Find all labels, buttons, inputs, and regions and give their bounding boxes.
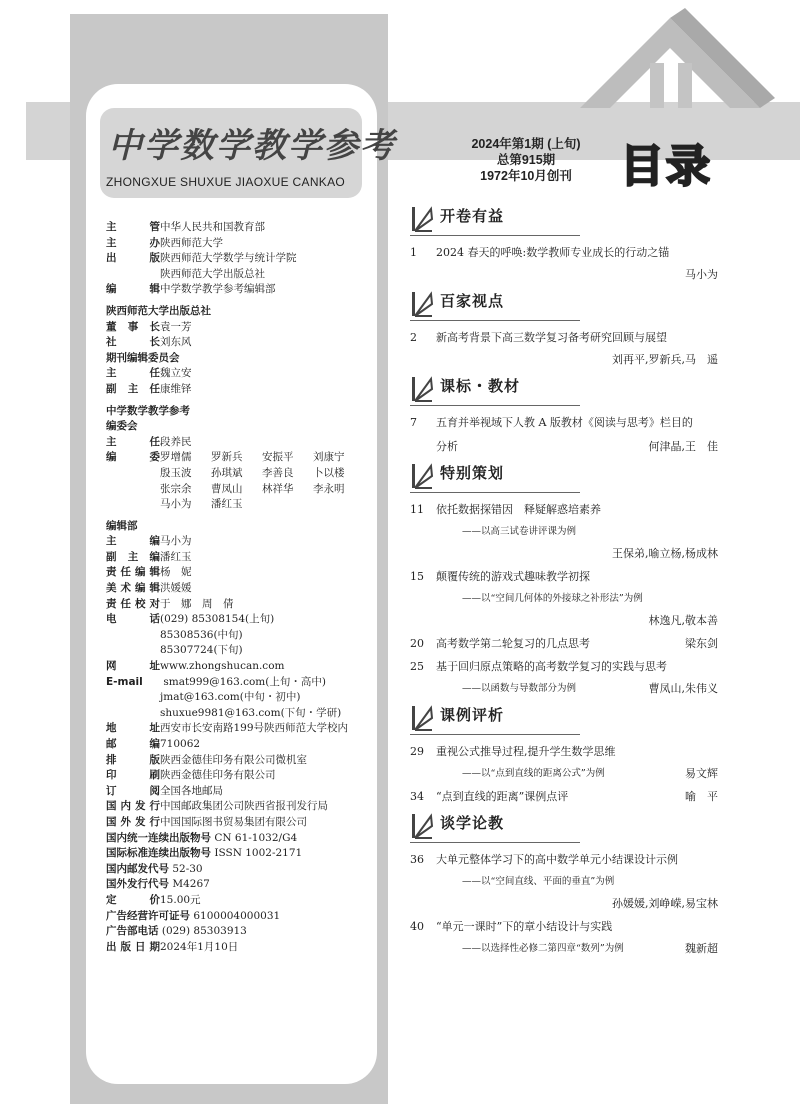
info-row bbox=[106, 659, 376, 675]
info-press-group bbox=[106, 320, 376, 351]
info-value: 袁一芳 bbox=[160, 320, 192, 333]
board-members bbox=[106, 450, 376, 512]
info-row bbox=[106, 877, 376, 893]
board-chair bbox=[106, 435, 376, 451]
page-number: 36 bbox=[410, 853, 424, 866]
toc-entry bbox=[410, 570, 722, 628]
board-subtitle: 编委会 bbox=[106, 420, 138, 433]
section-emblem-icon bbox=[410, 205, 434, 233]
info-value: 西安市长安南路199号陕西师范大学校内 bbox=[160, 722, 349, 735]
toc-entry bbox=[410, 331, 722, 367]
board-row bbox=[106, 466, 376, 482]
entry-title-cont bbox=[410, 440, 722, 454]
board-member: 罗新兵 bbox=[211, 451, 243, 464]
entry-sub-row bbox=[410, 942, 722, 956]
board-member: 安振平 bbox=[262, 451, 294, 464]
info-row bbox=[106, 924, 376, 940]
info-key: 副 主 任 bbox=[106, 382, 160, 395]
info-row bbox=[106, 335, 376, 351]
info-committee-group bbox=[106, 366, 376, 397]
info-key: 电 话 bbox=[106, 613, 160, 626]
info-row bbox=[106, 382, 376, 398]
info-key: 编 辑 bbox=[106, 283, 160, 296]
info-key: 印 刷 bbox=[106, 769, 160, 782]
page-number: 15 bbox=[410, 570, 424, 583]
board-row bbox=[106, 482, 376, 498]
page-number: 20 bbox=[410, 637, 424, 650]
info-row bbox=[106, 768, 376, 784]
info-row bbox=[106, 846, 376, 862]
info-key: 订 阅 bbox=[106, 784, 160, 797]
info-value: 陕西师范大学 bbox=[160, 236, 223, 249]
info-value: CN 61-1032/G4 bbox=[214, 831, 298, 844]
entry-sub-row bbox=[410, 767, 722, 781]
info-value: 康维铎 bbox=[160, 382, 192, 395]
page-number: 2 bbox=[410, 331, 417, 344]
section-title: 特别策划 bbox=[440, 464, 505, 482]
founded-date: 1972年10月创刊 bbox=[480, 169, 572, 183]
info-row bbox=[106, 690, 376, 706]
toc-entry bbox=[410, 637, 722, 651]
entry-title: 新高考背景下高三数学复习备考研究回顾与展望 bbox=[436, 331, 667, 344]
info-key: 国外发行 bbox=[106, 815, 160, 828]
info-value: 中国国际图书贸易集团有限公司 bbox=[160, 815, 307, 828]
board-member: 罗增儒 bbox=[160, 451, 192, 464]
info-row bbox=[106, 282, 376, 298]
toc-entry bbox=[410, 853, 722, 911]
info-value: 魏立安 bbox=[160, 367, 192, 380]
page-number: 7 bbox=[410, 416, 417, 429]
entry-authors: 易文辉 bbox=[685, 767, 718, 780]
board-member: 殷玉波 bbox=[160, 466, 192, 479]
board-row bbox=[106, 450, 376, 466]
board-member: 孙琪斌 bbox=[211, 466, 243, 479]
board-title: 中学数学教学参考 bbox=[106, 404, 190, 417]
info-value: 段养民 bbox=[160, 435, 192, 448]
journal-title-en: ZHONGXUE SHUXUE JIAOXUE CANKAO bbox=[106, 175, 346, 189]
info-value: www.zhongshucan.com bbox=[160, 660, 285, 673]
info-row bbox=[106, 909, 376, 925]
info-row bbox=[106, 784, 376, 800]
toc-section-header bbox=[410, 375, 722, 407]
toc-section-header bbox=[410, 290, 722, 322]
info-key: 主 任 bbox=[106, 435, 160, 448]
info-key: 国内统一连续出版物号 bbox=[106, 831, 211, 844]
info-row bbox=[106, 267, 376, 283]
info-value: 中学数学教学参考编辑部 bbox=[160, 283, 276, 296]
info-value: 潘红玉 bbox=[160, 550, 192, 563]
entry-title: 2024 春天的呼唤:数学教师专业成长的行动之锚 bbox=[436, 246, 670, 259]
info-key: 社 长 bbox=[106, 336, 160, 349]
info-value: jmat@163.com(中旬・初中) bbox=[160, 691, 301, 704]
entry-subtitle: ——以“空间几何体的外接球之补形法”为例 bbox=[462, 593, 643, 604]
section-emblem-icon bbox=[410, 375, 434, 403]
info-key: 排 版 bbox=[106, 753, 160, 766]
board-member: 潘红玉 bbox=[211, 498, 243, 511]
info-row bbox=[106, 721, 376, 737]
info-row bbox=[106, 550, 376, 566]
entry-title: 分析 bbox=[436, 440, 458, 453]
toc-entry bbox=[410, 920, 722, 956]
entry-title: “单元一课时”下的章小结设计与实践 bbox=[436, 920, 613, 933]
info-value: 85308536(中旬) bbox=[160, 628, 243, 641]
entry-title: 五育并举视域下人教 A 版教材《阅读与思考》栏目的 bbox=[436, 416, 693, 429]
info-row bbox=[106, 581, 376, 597]
info-row bbox=[106, 675, 376, 691]
info-value: 陕西金德佳印务有限公司微机室 bbox=[160, 753, 307, 766]
entry-subtitle: ——以选择性必修二第四章“数列”为例 bbox=[462, 943, 624, 954]
page-number: 11 bbox=[410, 503, 424, 516]
info-value: smat999@163.com(上旬・高中) bbox=[163, 675, 326, 688]
page-number: 29 bbox=[410, 745, 424, 758]
section-title: 开卷有益 bbox=[440, 207, 505, 225]
info-key: 主 编 bbox=[106, 535, 160, 548]
info-row bbox=[106, 366, 376, 382]
press-title: 陕西师范大学出版总社 bbox=[106, 304, 211, 317]
section-title: 百家视点 bbox=[440, 292, 505, 310]
board-member: 卜以楼 bbox=[313, 466, 345, 479]
page-title: 目录 bbox=[620, 141, 712, 192]
info-key: 邮 编 bbox=[106, 738, 160, 750]
info-key: 出 版 bbox=[106, 252, 160, 265]
info-value: (029) 85303913 bbox=[161, 925, 247, 938]
info-row bbox=[106, 831, 376, 847]
info-key: 国内邮发代号 bbox=[106, 862, 169, 875]
info-top-group bbox=[106, 220, 376, 298]
toc-section-header bbox=[410, 704, 722, 736]
info-value: 15.00元 bbox=[160, 893, 201, 906]
info-value: 于 娜 周 倩 bbox=[160, 597, 234, 610]
page-number: 25 bbox=[410, 660, 424, 673]
section-title: 课标・教材 bbox=[440, 377, 521, 395]
info-key: 地 址 bbox=[106, 722, 160, 735]
info-row bbox=[106, 799, 376, 815]
info-value: 52-30 bbox=[172, 862, 203, 875]
entry-authors: 何津晶,王 佳 bbox=[648, 440, 718, 453]
info-key: 主 办 bbox=[106, 236, 160, 249]
info-value: 全国各地邮局 bbox=[160, 784, 223, 797]
section-emblem-icon bbox=[410, 812, 434, 840]
info-key: 责任校对 bbox=[106, 597, 160, 610]
entry-authors: 刘再平,罗新兵,马 遥 bbox=[612, 353, 718, 366]
board-row bbox=[106, 497, 376, 513]
info-value: M4267 bbox=[172, 878, 210, 891]
info-key: 美术编辑 bbox=[106, 582, 160, 595]
entry-title: 重视公式推导过程,提升学生数学思维 bbox=[436, 745, 616, 758]
info-value: 马小为 bbox=[160, 535, 192, 548]
entry-title: 依托数据探错因 释疑解惑培素养 bbox=[436, 503, 601, 516]
info-value: 陕西师范大学数学与统计学院 bbox=[160, 252, 297, 265]
dept-title: 编辑部 bbox=[106, 519, 138, 532]
entry-authors: 马小为 bbox=[685, 268, 718, 281]
info-value: 85307724(下旬) bbox=[160, 644, 243, 657]
toc-entry bbox=[410, 660, 722, 696]
board-member: 刘康宁 bbox=[313, 451, 345, 464]
info-key: 广告部电话 bbox=[106, 925, 159, 938]
entry-authors: 曹凤山,朱伟义 bbox=[648, 682, 718, 695]
info-row bbox=[106, 534, 376, 550]
page-number: 40 bbox=[410, 920, 424, 933]
entry-authors: 王保弟,喻立杨,杨成林 bbox=[612, 547, 718, 560]
info-value: 2024年1月10日 bbox=[160, 940, 239, 953]
board-member: 李善良 bbox=[262, 466, 294, 479]
board-member: 李永明 bbox=[313, 482, 345, 495]
info-key: 责任编辑 bbox=[106, 566, 160, 579]
entry-title: 颠覆传统的游戏式趣味教学初探 bbox=[436, 570, 590, 583]
info-row bbox=[106, 251, 376, 267]
info-value: 中华人民共和国教育部 bbox=[160, 221, 265, 233]
info-value: 中国邮政集团公司陕西省报刊发行局 bbox=[160, 800, 328, 813]
truss-decoration-icon bbox=[560, 8, 800, 108]
info-key: 副 主 编 bbox=[106, 550, 160, 563]
entry-sub-row bbox=[410, 682, 722, 696]
info-key: E-mail bbox=[106, 675, 143, 688]
info-row bbox=[106, 565, 376, 581]
info-row bbox=[106, 220, 376, 236]
board-member: 张宗余 bbox=[160, 482, 192, 495]
toc-section-header bbox=[410, 812, 722, 844]
info-key: 定 价 bbox=[106, 893, 160, 906]
entry-authors: 魏新超 bbox=[685, 942, 718, 955]
section-title: 谈学论教 bbox=[440, 814, 505, 832]
section-emblem-icon bbox=[410, 704, 434, 732]
info-value: (029) 85308154(上旬) bbox=[160, 613, 275, 626]
toc-entry bbox=[410, 503, 722, 561]
info-row bbox=[106, 737, 376, 753]
info-key: 主 任 bbox=[106, 367, 160, 380]
table-of-contents bbox=[410, 205, 722, 956]
entry-title: 基于回归原点策略的高考数学复习的实践与思考 bbox=[436, 660, 667, 673]
info-value: 陕西金德佳印务有限公司 bbox=[160, 769, 276, 782]
info-row bbox=[106, 706, 376, 722]
header-band-left bbox=[26, 102, 70, 160]
committee-title: 期刊编辑委员会 bbox=[106, 351, 180, 364]
info-key: 国内发行 bbox=[106, 800, 160, 813]
toc-entry bbox=[410, 745, 722, 781]
entry-authors: 梁东剑 bbox=[685, 637, 718, 650]
toc-entry bbox=[410, 246, 722, 282]
issue-number: 2024年第1期 (上旬) bbox=[471, 137, 581, 151]
entry-title: 大单元整体学习下的高中数学单元小结课设计示例 bbox=[436, 853, 678, 866]
info-value: 洪媛媛 bbox=[160, 582, 192, 595]
info-key: 广告经营许可证号 bbox=[106, 909, 190, 922]
info-row bbox=[106, 643, 376, 659]
info-value: 6100004000031 bbox=[193, 909, 281, 922]
info-row bbox=[106, 612, 376, 628]
issue-info bbox=[456, 136, 596, 184]
masthead-info bbox=[106, 220, 376, 955]
entry-subtitle: ——以“点到直线的距离公式”为例 bbox=[462, 768, 605, 779]
info-key: 出版日期 bbox=[106, 940, 160, 953]
section-title: 课例评析 bbox=[440, 706, 505, 724]
info-dept-group bbox=[106, 534, 376, 955]
board-member: 曹凤山 bbox=[211, 482, 243, 495]
info-key: 编 委 bbox=[106, 451, 160, 464]
board-member: 林祥华 bbox=[262, 482, 294, 495]
entry-authors: 孙媛媛,刘峥嵘,易宝林 bbox=[612, 897, 718, 910]
journal-title-cn: 中学数学教学参考 bbox=[108, 126, 396, 166]
toc-entry bbox=[410, 416, 722, 454]
info-row bbox=[106, 628, 376, 644]
entry-subtitle: ——以高三试卷讲评课为例 bbox=[462, 526, 577, 537]
info-row bbox=[106, 320, 376, 336]
info-key: 主 管 bbox=[106, 221, 160, 233]
info-row bbox=[106, 236, 376, 252]
entry-authors: 林逸凡,敬本善 bbox=[648, 614, 718, 627]
info-value: 刘东风 bbox=[160, 336, 192, 349]
page-number: 34 bbox=[410, 790, 424, 803]
board-member: 马小为 bbox=[160, 498, 192, 511]
info-row bbox=[106, 815, 376, 831]
info-value: 杨 妮 bbox=[160, 566, 192, 579]
info-row bbox=[106, 597, 376, 613]
info-row bbox=[106, 862, 376, 878]
info-value: shuxue9981@163.com(下旬・学研) bbox=[160, 706, 342, 719]
section-emblem-icon bbox=[410, 462, 434, 490]
info-key: 网 址 bbox=[106, 660, 160, 673]
info-value: 陕西师范大学出版总社 bbox=[160, 267, 265, 280]
entry-title: “点到直线的距离”课例点评 bbox=[436, 790, 569, 803]
info-key: 国外发行代号 bbox=[106, 878, 169, 891]
entry-authors: 喻 平 bbox=[685, 790, 718, 803]
page-number: 1 bbox=[410, 246, 417, 259]
entry-title: 高考数学第二轮复习的几点思考 bbox=[436, 637, 590, 650]
info-value: 710062 bbox=[160, 738, 201, 750]
info-row bbox=[106, 893, 376, 909]
entry-subtitle: ——以函数与导数部分为例 bbox=[462, 683, 577, 694]
info-row bbox=[106, 940, 376, 956]
info-value: ISSN 1002-2171 bbox=[214, 847, 303, 860]
toc-section-header bbox=[410, 205, 722, 237]
info-key: 董 事 长 bbox=[106, 320, 160, 333]
entry-subtitle: ——以“空间直线、平面的垂直”为例 bbox=[462, 876, 615, 887]
info-key: 国际标准连续出版物号 bbox=[106, 847, 211, 860]
info-row bbox=[106, 753, 376, 769]
issue-total: 总第915期 bbox=[496, 153, 556, 167]
toc-entry bbox=[410, 790, 722, 804]
toc-section-header bbox=[410, 462, 722, 494]
section-emblem-icon bbox=[410, 290, 434, 318]
